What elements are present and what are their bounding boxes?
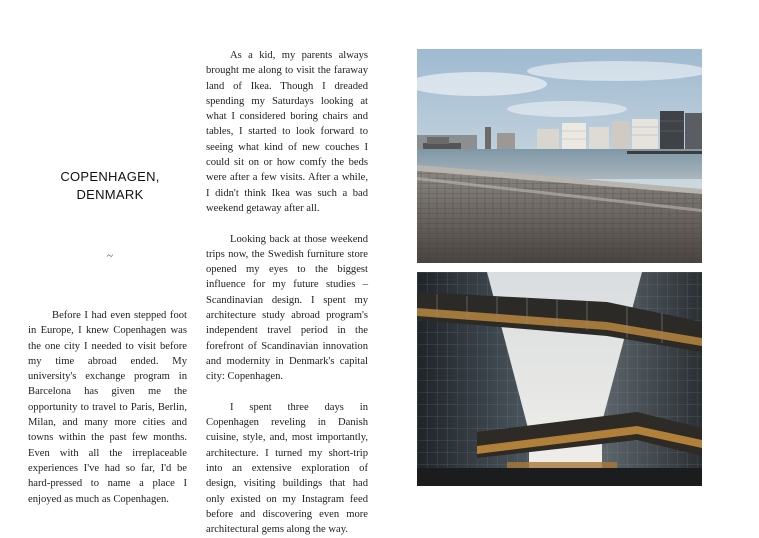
title-line-1: COPENHAGEN, <box>60 169 160 184</box>
glass-skybridge-photo <box>417 272 702 486</box>
paragraph: I spent three days in Copenhagen reveling in Danish cuisine, style, and, most importantly, architecture. I turned my short-trip into an extensive exploration of design, visiting buildings that had only existed on my Instagram feed before and discovering even more architectural gems along the way. <box>206 401 368 536</box>
title-line-2: DENMARK <box>76 187 144 202</box>
body-column-left <box>28 308 187 507</box>
harbor-waterfront-photo <box>417 49 702 263</box>
article-title <box>40 168 180 204</box>
paragraph: As a kid, my parents always brought me along to visit the faraway land of Ikea. Though I dreaded spending my Saturdays looking at what I considered boring chairs and tables, I started to look forward to seeing what kind of new couches I could sit on or how comfy the beds were after a few visits. After a while, I didn't think Ikea was such a bad weekend getaway after all. <box>206 50 368 214</box>
paragraph: Before I had even stepped foot in Europe, I knew Copenhagen was the one city I needed to visit before my time abroad ended. My university's exchange program in Barcelona has given me the opportunity to travel to Paris, Berlin, Milan, and many more cities and towns within the past few months. Even with all the irreplaceable experiences I've had so far, I'd be hard-pressed to name a place I enjoyed as much as Copenhagen. <box>28 310 187 505</box>
body-column-middle <box>206 48 368 538</box>
paragraph: Looking back at those weekend trips now, the Swedish furniture store opened my eyes to the biggest influence for my future studies – Scandinavian design. I spent my architecture study abroad program's independent travel period in the forefront of Scandinavian innovation and modernity in Denmark's capital city: Copenhagen. <box>206 233 368 383</box>
ornament-divider: ~ <box>107 250 113 262</box>
